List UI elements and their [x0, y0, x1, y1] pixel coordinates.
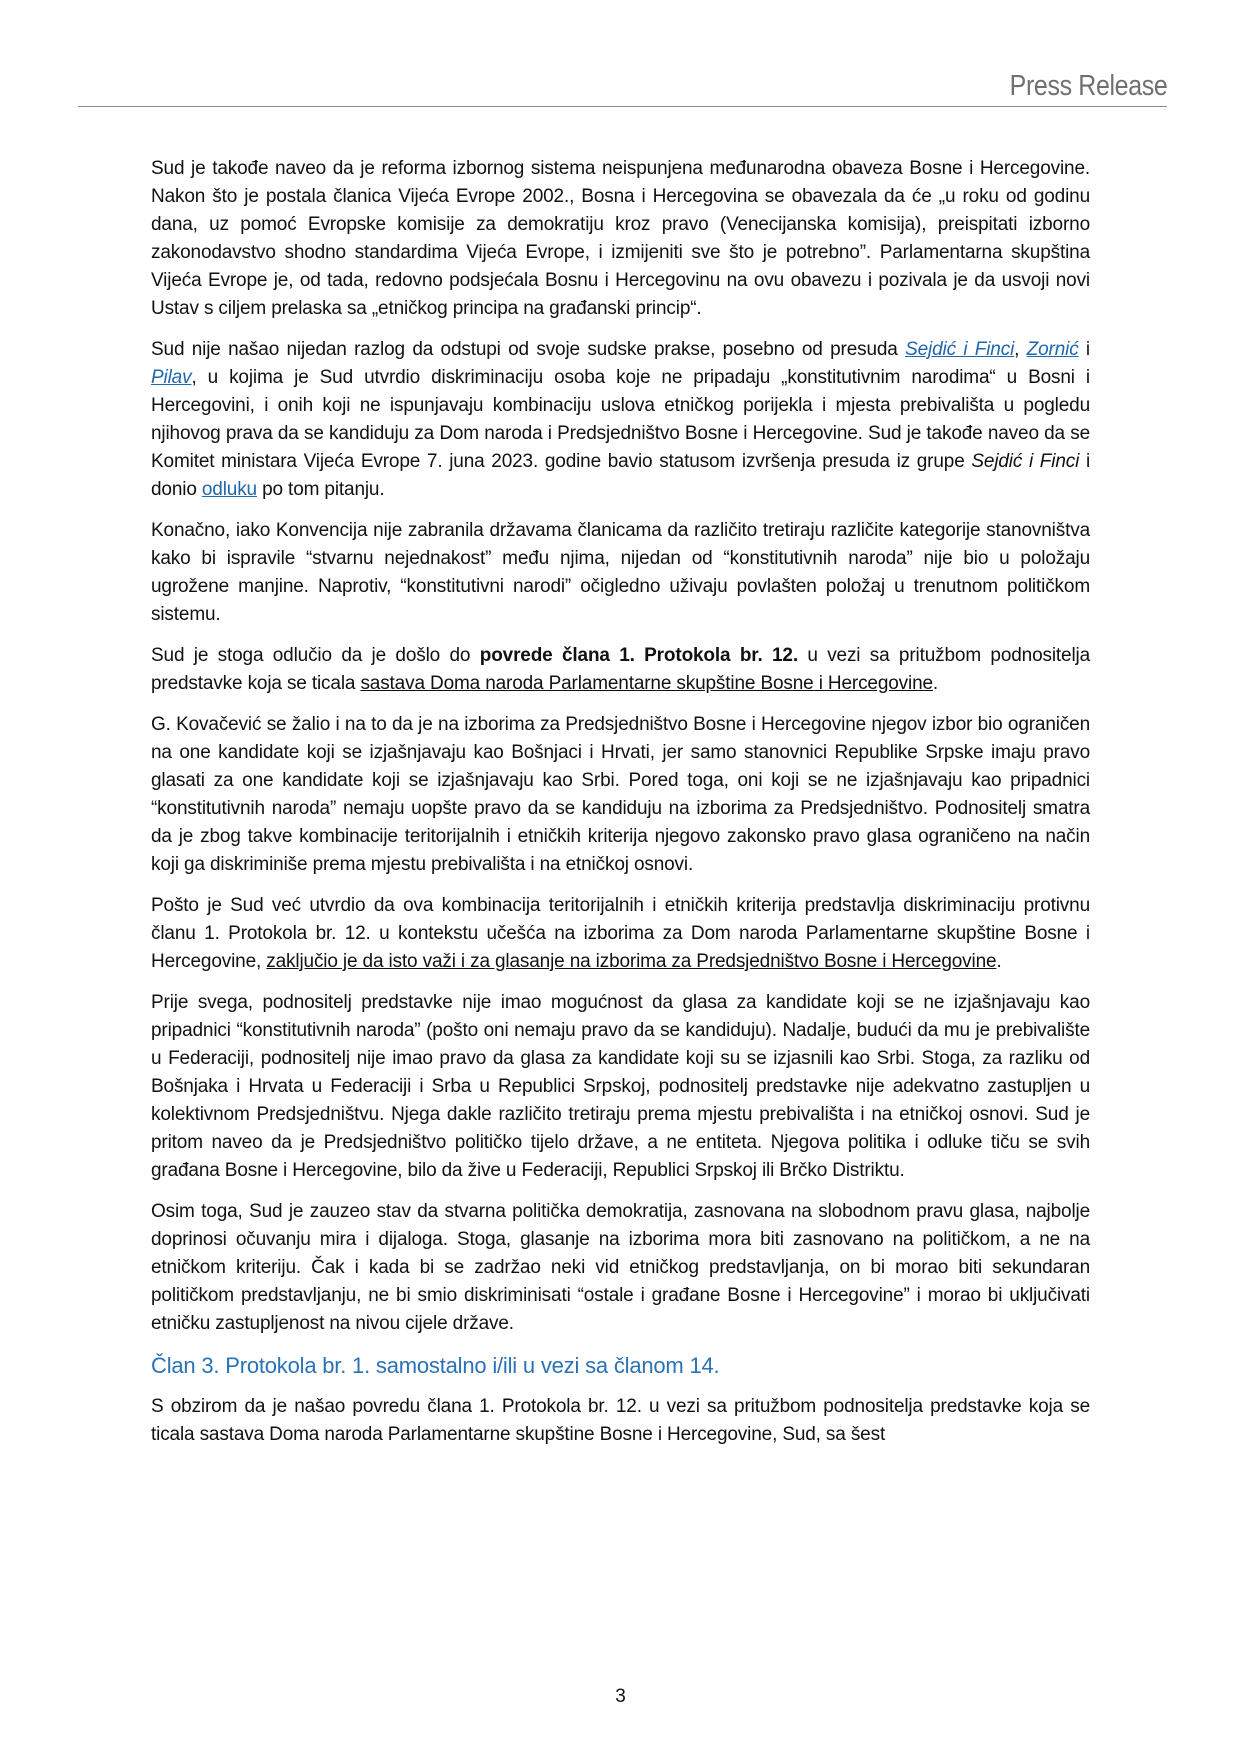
paragraph-2-text: , u kojima je Sud utvrdio diskriminaciju osoba koje ne pripadaju „konstitutivnim narodima“ u Bosni i Hercegovini, i onih koji ne ispunjavaju kombinaciju uslova etničkog porijekla i mjesta prebivališta u pogledu njihovog prava da se kandiduju za Dom naroda i Predsjedništvo Bosne i Hercegovine. Sud je takođe naveo da se Komitet ministara Vijeća Evrope 7. juna 2023. godine bavio statusom izvršenja presuda iz grupe	[151, 367, 1090, 472]
paragraph-final: S obzirom da je našao povredu člana 1. Protokola br. 12. u vezi sa pritužbom podnositelja predstavke koja se ticala sastava Doma naroda Parlamentarne skupštine Bosne i Hercegovine, Sud, sa šest	[151, 1396, 1090, 1445]
paragraph-3: Konačno, iako Konvencija nije zabranila državama članicama da različito tretiraju različite kategorije stanovništva kako bi ispravile “stvarnu nejednakost” među njima, nijedan od “konstitutivnih naroda” nije bio u položaju ugrožene manjine. Naprotiv, “konstitutivni narodi” očigledno uživaju povlašten položaj u trenutnom političkom sistemu.	[151, 520, 1090, 625]
paragraph-4-text: u vezi sa pritužbom podnositelja predstavke koja se ticala	[151, 645, 1091, 694]
link-pilav[interactable]: Pilav	[151, 367, 192, 388]
paragraph-4-text: .	[932, 673, 939, 694]
paragraph-1: Sud je takođe naveo da je reforma izbornog sistema neispunjena međunarodna obaveza Bosne i Hercegovine. Nakon što je postala članica Vijeća Evrope 2002., Bosna i Hercegovina se obavezala da će „u roku od godinu dana, uz pomoć Evropske komisije za demokratiju kroz pravo (Venecijanska komisija), preispitati izborno zakonodavstvo shodno standardima Vijeća Evrope, i izmijeniti sve što je potrebno”. Parlamentarna skupština Vijeća Evrope je, od tada, redovno podsjećala Bosnu i Hercegovinu na ovu obavezu i pozivala je da usvoji novi Ustav s ciljem prelaska sa „etničkog principa na građanski princip“.	[151, 158, 1090, 319]
paragraph-2-text: Sud nije našao nijedan razlog da odstupi od svoje sudske prakse, posebno od presuda	[151, 339, 906, 360]
underlined-presidency-conclusion: zaključio je da isto važi i za glasanje na izborima za Predsjedništvo Bosne i Hercegovine	[266, 951, 997, 972]
header-title: Press Release	[1009, 70, 1167, 102]
paragraph-6-text: .	[996, 951, 1002, 972]
paragraph-7: Prije svega, podnositelj predstavke nije imao mogućnost da glasa za kandidate koji se ne izjašnjavaju kao pripadnici “konstitutivnih naroda” (pošto oni nemaju pravo da se kandiduju). Nadalje, budući da mu je prebivalište u Federaciji, podnositelj nije imao pravo da glasa za kandidate koji su se izjasnili kao Srbi. Stoga, za razliku od Bošnjaka i Hrvata u Federaciji i Srba u Republici Srpskoj, podnositelj predstavke nije adekvatno zastupljen u kolektivnom Predsjedništvu. Njega dakle različito tretiraju prema mjestu prebivališta i na etničkoj osnovi. Sud je pritom naveo da je Predsjedništvo političko tijelo države, a ne entiteta. Njegova politika i odluke tiču se svih građana Bosne i Hercegovine, bilo da žive u Federaciji, Republici Srpskoj ili Brčko Distriktu.	[151, 992, 1090, 1181]
paragraph-4	[151, 642, 1090, 698]
paragraph-5: G. Kovačević se žalio i na to da je na izborima za Predsjedništvo Bosne i Hercegovine njegov izbor bio ograničen na one kandidate koji se izjašnjavaju kao Bošnjaci i Hrvati, jer samo stanovnici Republike Srpske imaju pravo glasati za one kandidate koji se izjašnjavaju kao Srbi. Pored toga, oni koji se ne izjašnjavaju kao pripadnici “konstitutivnih naroda” nemaju uopšte pravo da se kandiduju na izborima za Predsjedništvo. Podnositelj smatra da je zbog takve kombinacije teritorijalnih i etničkih kriterija njegovo zakonsko pravo glasa ograničeno na način koji ga diskriminiše prema mjestu prebivališta i na etničkoj osnovi.	[151, 714, 1090, 875]
page-number: 3	[615, 1686, 626, 1707]
paragraph-2-text: po tom pitanju.	[256, 479, 385, 500]
document-body	[151, 155, 1090, 1462]
page-header	[78, 68, 1167, 107]
paragraph-6-text: Pošto je Sud već utvrdio da ova kombinacija teritorijalnih i etničkih kriterija predstavlja diskriminaciju protivnu članu 1. Protokola br. 12. u kontekstu učešća na izborima za Dom naroda Parlamentarne skupštine Bosne i Hercegovine,	[151, 895, 1090, 972]
paragraph-2-text: i donio	[151, 451, 1091, 500]
underlined-house-of-peoples: sastava Doma naroda Parlamentarne skupštine Bosne i Hercegovine	[360, 673, 933, 694]
section-heading: Član 3. Protokola br. 1. samostalno i/ili u vezi sa članom 14.	[151, 1353, 720, 1378]
paragraph-6	[151, 892, 1090, 976]
paragraph-8: Osim toga, Sud je zauzeo stav da stvarna politička demokratija, zasnovana na slobodnom pravu glasa, najbolje doprinosi očuvanju mira i dijaloga. Stoga, glasanje na izborima mora biti zasnovano na političkom, a ne na etničkom kriteriju. Čak i kada bi se zadržao neki vid etničkog predstavljanja, on bi morao biti sekundaran političkom predstavljanju, ne bi smio diskriminisati “ostale i građane Bosne i Hercegovine” i morao bi uključivati etničku zastupljenost na nivou cijele države.	[151, 1201, 1090, 1334]
paragraph-2-text: ,	[1014, 339, 1027, 360]
link-sejdic-finci[interactable]: Sejdić i Finci	[905, 339, 1015, 360]
link-odluku[interactable]: odluku	[201, 479, 257, 500]
paragraph-2-text: i	[1078, 339, 1090, 360]
italic-case-name: Sejdić i Finci	[971, 451, 1080, 472]
violation-bold: povrede člana 1. Protokola br. 12.	[479, 645, 798, 666]
link-zornic[interactable]: Zornić	[1026, 339, 1079, 360]
paragraph-4-text: Sud je stoga odlučio da je došlo do	[151, 645, 480, 666]
paragraph-2	[151, 336, 1090, 504]
